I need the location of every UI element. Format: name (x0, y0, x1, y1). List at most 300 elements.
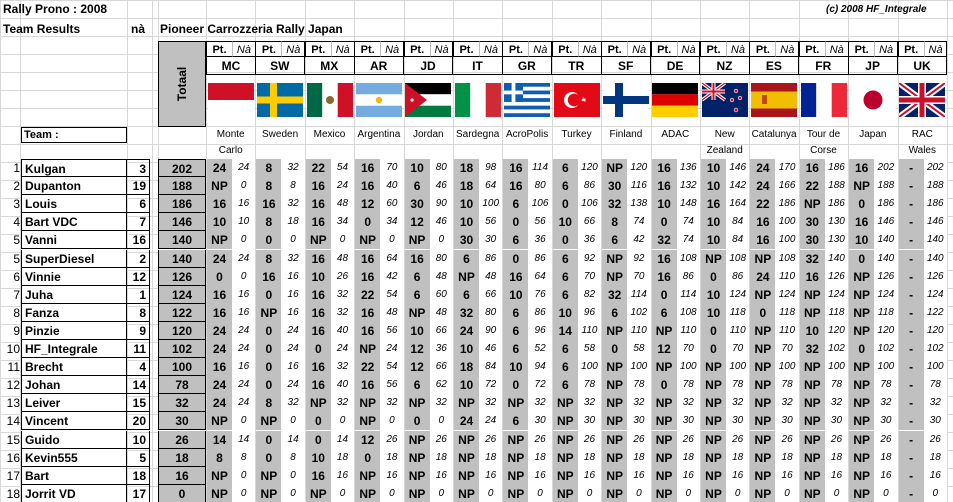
rally-points-cell: 18 (454, 177, 479, 195)
na-header-label: Nà (528, 41, 552, 57)
rally-points-cell: 10 (701, 231, 726, 249)
rally-points-cell: NP (849, 412, 874, 430)
team-name[interactable]: Vanni (21, 231, 127, 249)
rally-points-cell: 8 (256, 250, 281, 268)
rally-cumulative-cell: 30 (924, 412, 947, 430)
rally-points-cell: 16 (306, 322, 331, 340)
rally-points-cell: NP (849, 358, 874, 376)
rally-points-cell: NP (701, 358, 726, 376)
team-name[interactable]: Vinnie (21, 268, 127, 286)
rally-cumulative-cell: 30 (578, 412, 601, 430)
team-name[interactable]: Johan (21, 376, 127, 394)
rally-name-label (354, 127, 403, 143)
rally-points-cell: 6 (405, 177, 430, 195)
rally-points-cell: 0 (256, 286, 281, 304)
rally-cumulative-cell: 58 (627, 340, 650, 358)
rally-points-cell: 6 (503, 231, 528, 249)
rally-cumulative-cell: 86 (479, 250, 502, 268)
rally-points-cell: 16 (503, 159, 528, 177)
rally-cumulative-cell: 0 (430, 485, 453, 502)
rally-cumulative-cell: 202 (874, 159, 897, 177)
rally-points-cell: 24 (454, 322, 479, 340)
rally-cumulative-cell: 48 (430, 304, 453, 322)
rally-points-cell: 16 (355, 322, 380, 340)
rally-cumulative-cell: 164 (726, 195, 749, 213)
rally-cumulative-cell: 32 (825, 394, 848, 412)
rally-points-cell: NP (405, 231, 430, 249)
rally-code: ES (749, 57, 799, 75)
rally-cumulative-cell: 100 (627, 358, 650, 376)
team-number: 1 (127, 286, 150, 304)
rally-cumulative-cell: 32 (331, 286, 354, 304)
rally-points-cell: NP (800, 485, 825, 502)
rally-points-cell: NP (503, 394, 528, 412)
rally-cumulative-cell: 0 (331, 485, 354, 502)
rally-name-line1: ADAC (661, 129, 690, 140)
rally-cumulative-cell: 36 (578, 231, 601, 249)
rally-cumulative-cell: 32 (331, 304, 354, 322)
rally-points-cell: 32 (602, 286, 627, 304)
rally-cumulative-cell: 8 (281, 177, 304, 195)
rally-points-cell: - (899, 268, 924, 286)
team-total: 32 (158, 394, 206, 412)
rally-name-line2: Zealand (706, 145, 743, 156)
rally-cumulative-cell: 54 (380, 358, 403, 376)
rally-points-cell: NP (602, 322, 627, 340)
rally-cumulative-cell: 66 (479, 286, 502, 304)
rally-points-cell: 6 (405, 268, 430, 286)
rally-points-cell: 6 (553, 376, 578, 394)
rally-points-cell: NP (405, 394, 430, 412)
rally-points-cell: NP (750, 250, 775, 268)
rally-points-cell: 10 (701, 159, 726, 177)
rally-cumulative-cell: 60 (430, 286, 453, 304)
rally-cumulative-cell: 26 (430, 431, 453, 449)
team-rank: 10 (6, 342, 20, 356)
rally-cumulative-cell: 0 (232, 485, 255, 502)
rally-points-cell: NP (503, 431, 528, 449)
rally-points-cell: NP (849, 268, 874, 286)
rally-cumulative-cell: 80 (528, 177, 551, 195)
rally-points-cell: 6 (553, 358, 578, 376)
rally-cumulative-cell: 16 (430, 467, 453, 485)
rally-points-cell: NP (849, 431, 874, 449)
rally-points-cell: NP (602, 250, 627, 268)
rally-cumulative-cell: 0 (331, 412, 354, 430)
rally-points-cell: - (899, 431, 924, 449)
rally-points-cell: 12 (355, 431, 380, 449)
rally-cumulative-cell: 114 (677, 286, 700, 304)
rally-points-cell: NP (405, 449, 430, 467)
pt-header-label: Pt. (502, 41, 528, 57)
rally-points-cell: 22 (800, 177, 825, 195)
rally-cumulative-cell: 118 (825, 304, 848, 322)
team-name[interactable]: Louis (21, 195, 127, 213)
na-header-label: Nà (232, 41, 256, 57)
rally-cumulative-cell: 26 (775, 431, 798, 449)
rally-points-cell: NP (503, 449, 528, 467)
rally-cumulative-cell: 16 (380, 467, 403, 485)
rally-points-cell: NP (454, 431, 479, 449)
rally-points-cell: 16 (652, 250, 677, 268)
rally-points-cell: 0 (207, 268, 232, 286)
rally-points-cell: 16 (355, 376, 380, 394)
rally-points-cell: 10 (454, 195, 479, 213)
rally-points-cell: 10 (553, 304, 578, 322)
rally-name-line1: Finland (609, 129, 643, 140)
rally-points-cell: - (899, 340, 924, 358)
rally-code: GR (502, 57, 552, 75)
rally-points-cell: 0 (553, 195, 578, 213)
rally-points-cell: 10 (405, 322, 430, 340)
rally-code: AR (354, 57, 404, 75)
rally-points-cell: NP (454, 467, 479, 485)
rally-cumulative-cell: 58 (578, 340, 601, 358)
rally-points-cell: NP (454, 449, 479, 467)
rally-cumulative-cell: 30 (775, 412, 798, 430)
rally-points-cell: NP (355, 340, 380, 358)
rally-points-cell: 16 (306, 467, 331, 485)
rally-code: DE (651, 57, 701, 75)
rally-cumulative-cell: 86 (578, 177, 601, 195)
team-name[interactable]: SuperDiesel (21, 250, 127, 268)
rally-cumulative-cell: 18 (578, 449, 601, 467)
team-rank: 1 (13, 161, 20, 175)
rally-cumulative-cell: 18 (775, 449, 798, 467)
rally-cumulative-cell: 0 (281, 412, 304, 430)
rally-cumulative-cell: 86 (528, 304, 551, 322)
rally-points-cell: 0 (355, 449, 380, 467)
rally-points-cell: 0 (602, 340, 627, 358)
rally-name-line1: Argentina (357, 129, 401, 140)
team-name[interactable]: Pinzie (21, 322, 127, 340)
rally-cumulative-cell: 24 (281, 376, 304, 394)
rally-cumulative-cell: 106 (578, 195, 601, 213)
rally-points-cell: - (899, 304, 924, 322)
rally-points-cell: 8 (256, 213, 281, 231)
rally-cumulative-cell: 26 (924, 431, 947, 449)
rally-cumulative-cell: 76 (528, 286, 551, 304)
japan-flag-icon (850, 83, 896, 117)
rally-cumulative-cell: 26 (677, 431, 700, 449)
rally-cumulative-cell: 30 (825, 412, 848, 430)
team-name[interactable]: Jorrit VD (21, 485, 127, 502)
rally-points-cell: NP (355, 394, 380, 412)
team-rank: 5 (13, 251, 20, 266)
rally-points-cell: NP (800, 195, 825, 213)
rally-cumulative-cell: 18 (874, 449, 897, 467)
team-name[interactable]: Dupanton (21, 177, 127, 195)
rally-cumulative-cell: 114 (627, 286, 650, 304)
rally-cumulative-cell: 108 (677, 304, 700, 322)
rally-points-cell: 10 (800, 322, 825, 340)
rally-cumulative-cell: 108 (775, 250, 798, 268)
na-header-label: Nà (331, 41, 355, 57)
rally-points-cell: 8 (602, 213, 627, 231)
rally-name-label (651, 127, 700, 143)
rally-points-cell: NP (800, 304, 825, 322)
rally-points-cell: NP (849, 485, 874, 502)
turkey-flag-icon (554, 83, 600, 117)
rally-cumulative-cell: 0 (380, 412, 403, 430)
rally-points-cell: NP (503, 467, 528, 485)
rally-points-cell: - (899, 449, 924, 467)
rally-points-cell: NP (207, 177, 232, 195)
rally-code: FR (799, 57, 849, 75)
rally-name-line1: Monte (216, 129, 245, 140)
rally-points-cell: NP (849, 394, 874, 412)
team-total: 186 (158, 195, 206, 213)
rally-cumulative-cell: 64 (528, 268, 551, 286)
rally-points-cell: NP (256, 412, 281, 430)
rally-code: JD (404, 57, 454, 75)
rally-points-cell: 6 (454, 250, 479, 268)
rally-points-cell: 6 (503, 340, 528, 358)
rally-points-cell: 16 (800, 268, 825, 286)
team-rank: 14 (6, 414, 20, 429)
rally-points-cell: 0 (652, 213, 677, 231)
rally-cumulative-cell: 86 (677, 268, 700, 286)
rally-points-cell: 16 (306, 213, 331, 231)
rally-points-cell: NP (652, 431, 677, 449)
rally-code: NZ (700, 57, 750, 75)
rally-points-cell: NP (800, 376, 825, 394)
rally-points-cell: NP (800, 286, 825, 304)
team-rank: 17 (6, 468, 20, 483)
rally-points-cell: - (899, 159, 924, 177)
na-header-label: Nà (430, 41, 454, 57)
rally-cumulative-cell: 100 (578, 358, 601, 376)
rally-cumulative-cell: 0 (775, 485, 798, 502)
rally-points-cell: 16 (750, 231, 775, 249)
rally-points-cell: - (899, 394, 924, 412)
rally-code: MX (305, 57, 355, 75)
rally-name-line1: Japan (859, 129, 887, 140)
rally-points-cell: 10 (306, 449, 331, 467)
rally-points-cell: 16 (306, 304, 331, 322)
rally-cumulative-cell: 26 (479, 431, 502, 449)
rally-cumulative-cell: 24 (331, 177, 354, 195)
rally-points-cell: 16 (207, 304, 232, 322)
rally-points-cell: 0 (503, 376, 528, 394)
rally-name-line2: Wales (908, 145, 936, 156)
rally-cumulative-cell: 18 (924, 449, 947, 467)
rally-cumulative-cell: 0 (627, 485, 650, 502)
rally-code: MC (206, 57, 256, 75)
rally-cumulative-cell: 110 (775, 322, 798, 340)
rally-cumulative-cell: 188 (825, 177, 848, 195)
rally-points-cell: 30 (454, 231, 479, 249)
rally-points-cell: 6 (553, 250, 578, 268)
rally-cumulative-cell: 46 (430, 213, 453, 231)
team-name[interactable]: Kevin555 (21, 449, 127, 467)
rally-points-cell: NP (800, 449, 825, 467)
rally-cumulative-cell: 110 (726, 322, 749, 340)
team-rank: 18 (6, 486, 20, 501)
rally-points-cell: 16 (207, 195, 232, 213)
rally-code: IT (453, 57, 503, 75)
uk-flag-icon (899, 83, 945, 117)
rally-cumulative-cell: 32 (479, 394, 502, 412)
rally-points-cell: 8 (256, 159, 281, 177)
rally-cumulative-cell: 98 (479, 159, 502, 177)
rally-points-cell: 6 (553, 340, 578, 358)
rally-points-cell: NP (454, 268, 479, 286)
team-total: 122 (158, 304, 206, 322)
rally-cumulative-cell: 16 (281, 304, 304, 322)
team-name[interactable]: Kulgan (21, 159, 127, 177)
rally-cumulative-cell: 116 (627, 177, 650, 195)
rally-points-cell: NP (750, 286, 775, 304)
rally-cumulative-cell: 90 (430, 195, 453, 213)
rally-points-cell: 10 (405, 159, 430, 177)
rally-points-cell: NP (602, 412, 627, 430)
rally-cumulative-cell: 40 (380, 177, 403, 195)
rally-cumulative-cell: 0 (232, 177, 255, 195)
pt-header-label: Pt. (305, 41, 331, 57)
team-name[interactable]: Guido (21, 431, 127, 449)
rally-cumulative-cell: 100 (924, 358, 947, 376)
rally-cumulative-cell: 70 (578, 268, 601, 286)
rally-cumulative-cell: 122 (924, 304, 947, 322)
team-name[interactable]: Juha (21, 286, 127, 304)
rally-points-cell: NP (652, 449, 677, 467)
na-header-label: Nà (479, 41, 503, 57)
rally-cumulative-cell: 86 (528, 250, 551, 268)
rally-points-cell: NP (652, 394, 677, 412)
team-number: 5 (127, 449, 150, 467)
rally-cumulative-cell: 138 (627, 195, 650, 213)
rally-cumulative-cell: 0 (430, 412, 453, 430)
rally-points-cell: 12 (405, 340, 430, 358)
rally-cumulative-cell: 0 (430, 231, 453, 249)
rally-cumulative-cell: 146 (874, 213, 897, 231)
rally-cumulative-cell: 66 (430, 322, 453, 340)
rally-cumulative-cell: 34 (331, 213, 354, 231)
team-name[interactable]: Brecht (21, 358, 127, 376)
rally-points-cell: NP (750, 485, 775, 502)
rally-cumulative-cell: 24 (232, 376, 255, 394)
rally-points-cell: 16 (750, 213, 775, 231)
team-number: 16 (127, 231, 150, 249)
rally-cumulative-cell: 82 (578, 286, 601, 304)
rally-cumulative-cell: 32 (726, 394, 749, 412)
rally-cumulative-cell: 0 (677, 485, 700, 502)
rally-cumulative-cell: 24 (281, 340, 304, 358)
rally-cumulative-cell: 106 (528, 195, 551, 213)
rally-points-cell: - (899, 286, 924, 304)
rally-cumulative-cell: 16 (232, 304, 255, 322)
rally-cumulative-cell: 78 (924, 376, 947, 394)
rally-points-cell: NP (750, 376, 775, 394)
rally-name-line1: Tour de (806, 129, 841, 140)
rally-cumulative-cell: 100 (874, 358, 897, 376)
team-name[interactable]: Vincent (21, 412, 127, 430)
rally-cumulative-cell: 0 (232, 467, 255, 485)
rally-cumulative-cell: 84 (479, 358, 502, 376)
rally-cumulative-cell: 78 (627, 376, 650, 394)
team-name[interactable]: Leiver (21, 394, 127, 412)
rally-cumulative-cell: 0 (331, 231, 354, 249)
rally-cumulative-cell: 124 (924, 286, 947, 304)
rally-cumulative-cell: 36 (430, 340, 453, 358)
rally-cumulative-cell: 186 (874, 195, 897, 213)
rally-cumulative-cell: 16 (627, 467, 650, 485)
team-total: 126 (158, 268, 206, 286)
rally-cumulative-cell: 30 (874, 412, 897, 430)
rally-points-cell: 6 (503, 304, 528, 322)
rally-cumulative-cell: 32 (528, 394, 551, 412)
rally-points-cell: NP (652, 412, 677, 430)
team-number: 6 (127, 195, 150, 213)
rally-cumulative-cell: 30 (627, 412, 650, 430)
rally-points-cell: NP (207, 412, 232, 430)
rally-name-label (749, 127, 798, 143)
total-header (158, 41, 206, 127)
rally-cumulative-cell: 16 (232, 195, 255, 213)
team-number: 15 (127, 394, 150, 412)
rally-cumulative-cell: 100 (726, 358, 749, 376)
rally-points-cell: NP (701, 250, 726, 268)
rally-cumulative-cell: 0 (380, 231, 403, 249)
rally-points-cell: 0 (256, 340, 281, 358)
rally-cumulative-cell: 18 (627, 449, 650, 467)
rally-cumulative-cell: 48 (430, 268, 453, 286)
rally-cumulative-cell: 16 (232, 358, 255, 376)
team-name[interactable]: HF_Integrale (21, 340, 127, 358)
rally-name-label (404, 127, 453, 143)
rally-cumulative-cell: 46 (430, 177, 453, 195)
na-header-label: Nà (924, 41, 948, 57)
rally-cumulative-cell: 124 (825, 286, 848, 304)
rally-cumulative-cell: 100 (825, 358, 848, 376)
team-name[interactable]: Fanza (21, 304, 127, 322)
rally-cumulative-cell: 80 (430, 250, 453, 268)
rally-cumulative-cell: 0 (232, 268, 255, 286)
rally-points-cell: 24 (207, 394, 232, 412)
rally-cumulative-cell: 16 (775, 467, 798, 485)
rally-points-cell: NP (405, 431, 430, 449)
finland-flag-icon (603, 83, 649, 117)
team-rank: 2 (13, 179, 20, 194)
rally-cumulative-cell: 64 (479, 177, 502, 195)
rally-cumulative-cell: 42 (627, 231, 650, 249)
rally-cumulative-cell: 136 (677, 159, 700, 177)
rally-cumulative-cell: 26 (331, 268, 354, 286)
rally-points-cell: NP (750, 322, 775, 340)
rally-cumulative-cell: 16 (281, 268, 304, 286)
rally-cumulative-cell: 24 (281, 322, 304, 340)
rally-points-cell: 0 (503, 250, 528, 268)
rally-name-label (552, 127, 601, 143)
rally-points-cell: 6 (503, 412, 528, 430)
rally-points-cell: NP (849, 376, 874, 394)
rally-cumulative-cell: 92 (578, 250, 601, 268)
rally-cumulative-cell: 66 (578, 213, 601, 231)
team-total: 120 (158, 322, 206, 340)
rally-points-cell: NP (800, 412, 825, 430)
rally-points-cell: 32 (454, 304, 479, 322)
rally-cumulative-cell: 30 (726, 412, 749, 430)
rally-cumulative-cell: 124 (775, 286, 798, 304)
argentina-flag-icon (356, 83, 402, 117)
team-total: 26 (158, 431, 206, 449)
rally-points-cell: - (899, 322, 924, 340)
team-name[interactable]: Bart VDC (21, 213, 127, 231)
rally-points-cell: NP (701, 412, 726, 430)
rally-points-cell: 32 (602, 195, 627, 213)
team-name[interactable]: Bart (21, 467, 127, 485)
